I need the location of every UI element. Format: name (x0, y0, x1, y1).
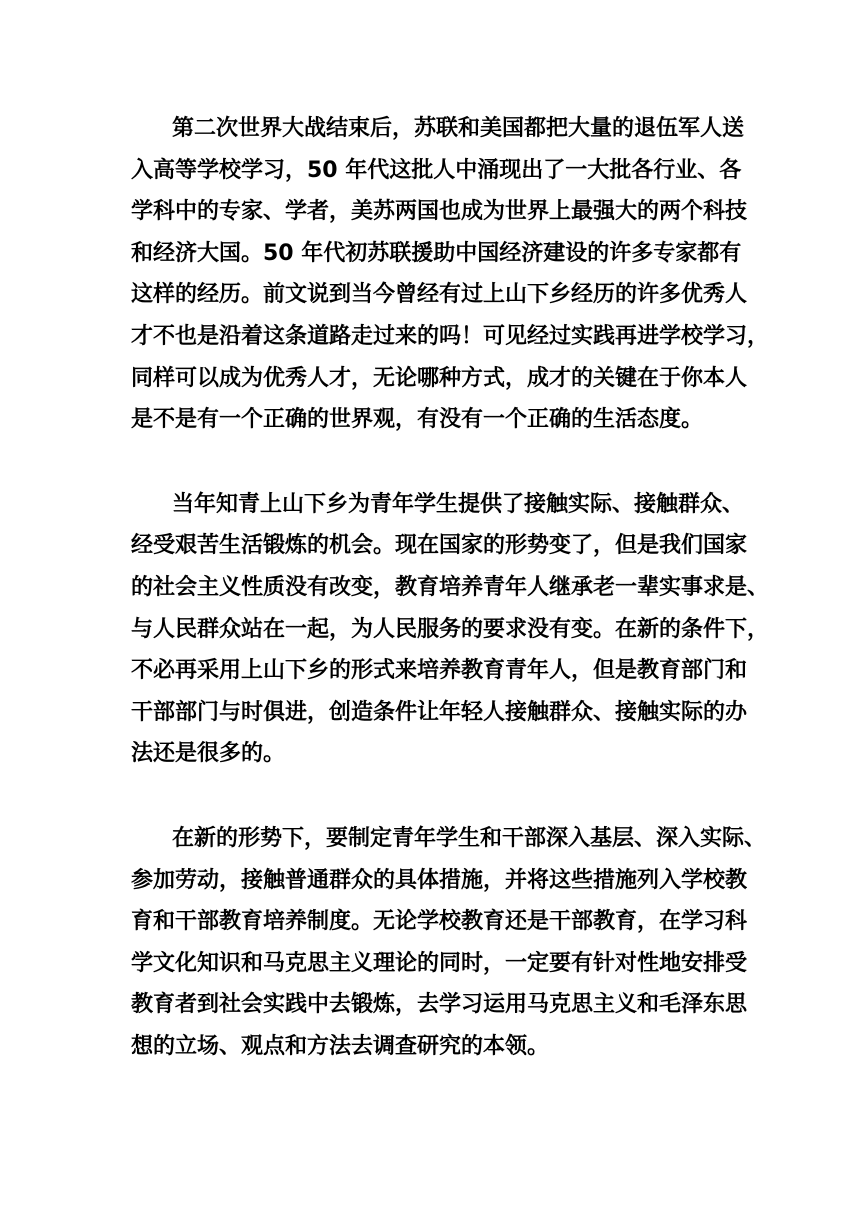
paragraph-line: 这样的经历。前文说到当今曾经有过上山下乡经历的许多优秀人 (131, 282, 748, 308)
paragraph-line: 经受艰苦生活锻炼的机会。现在国家的形势变了，但是我们国家 (131, 533, 748, 559)
paragraph-line: 第二次世界大战结束后，苏联和美国都把大量的退伍军人送 (172, 116, 745, 141)
paragraph-3 (131, 818, 767, 1068)
paragraph-line: 学文化知识和马克思主义理论的同时，一定要有针对性地安排受 (131, 950, 748, 976)
paragraph-line: 在新的形势下，要制定青年学生和干部深入基层、深入实际、 (172, 825, 767, 851)
paragraph-line: 法还是很多的。 (131, 741, 286, 767)
paragraph-line: 和经济大国。50 年代初苏联援助中国经济建设的许多专家都有 (131, 240, 742, 266)
paragraph-line: 入高等学校学习，50 年代这批人中涌现出了一大批各行业、各 (131, 157, 742, 183)
paragraph-line: 不必再采用上山下乡的形式来培养教育青年人，但是教育部门和 (131, 658, 748, 684)
paragraph-line: 干部部门与时俱进，创造条件让年轻人接触群众、接触实际的办 (131, 699, 748, 725)
paragraph-line: 的社会主义性质没有改变，教育培养青年人继承老一辈实事求是、 (131, 574, 770, 600)
paragraph-line: 当年知青上山下乡为青年学生提供了接触实际、接触群众、 (172, 491, 745, 517)
paragraph-line: 想的立场、观点和方法去调查研究的本领。 (131, 1033, 550, 1059)
paragraph-line: 教育者到社会实践中去锻炼，去学习运用马克思主义和毛泽东思 (131, 992, 748, 1018)
document-body (131, 108, 770, 1110)
paragraph-2 (131, 484, 770, 775)
paragraph-line: 才不也是沿着这条道路走过来的吗！可见经过实践再进学校学习， (131, 323, 770, 349)
paragraph-line: 同样可以成为优秀人才，无论哪种方式，成才的关键在于你本人 (131, 365, 748, 391)
paragraph-line: 与人民群众站在一起，为人民服务的要求没有变。在新的条件下， (131, 616, 770, 642)
paragraph-line: 参加劳动，接触普通群众的具体措施，并将这些措施列入学校教 (131, 867, 748, 893)
paragraph-line: 学科中的专家、学者，美苏两国也成为世界上最强大的两个科技 (131, 199, 748, 225)
paragraph-1 (131, 108, 770, 441)
paragraph-line: 是不是有一个正确的世界观，有没有一个正确的生活态度。 (131, 407, 704, 433)
paragraph-line: 育和干部教育培养制度。无论学校教育还是干部教育，在学习科 (131, 909, 748, 935)
